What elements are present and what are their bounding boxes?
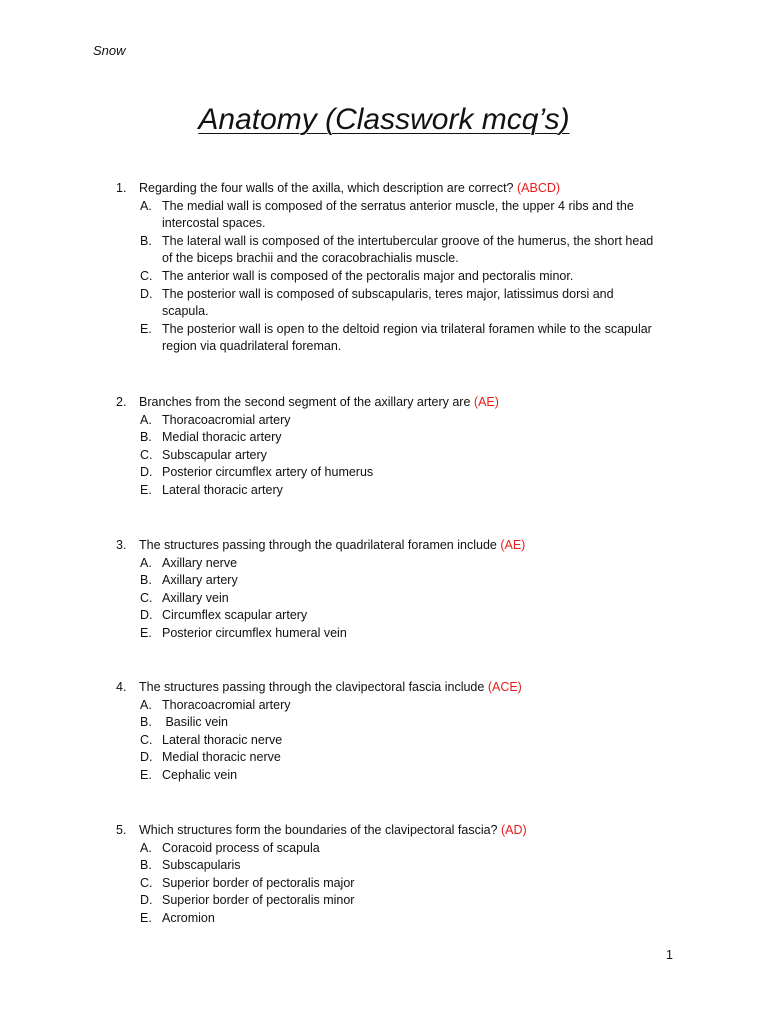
option-c — [116, 732, 661, 750]
question-number: 1. — [116, 181, 127, 195]
option-letter: C. — [140, 590, 153, 605]
page-number: 1 — [666, 948, 673, 962]
option-letter: D. — [140, 893, 153, 908]
option-text: Superior border of pectoralis major — [162, 875, 355, 890]
option-text: Acromion — [162, 910, 215, 925]
question-text: Regarding the four walls of the axilla, which description are correct? — [139, 181, 514, 195]
option-text: Medial thoracic artery — [162, 430, 282, 445]
option-text: The posterior wall is open to the deltoid region via trilateral foramen while to the scapular region via quadrilateral foreman. — [162, 321, 652, 354]
option-letter: D. — [140, 465, 153, 480]
option-text: Axillary vein — [162, 590, 229, 605]
question-4 — [116, 679, 661, 785]
option-text: Basilic vein — [162, 715, 228, 730]
option-text: Cephalic vein — [162, 767, 238, 782]
question-1 — [116, 180, 661, 356]
question-number: 5. — [116, 823, 127, 837]
option-text: Axillary nerve — [162, 555, 238, 570]
option-list — [116, 697, 661, 785]
option-c — [116, 590, 661, 608]
option-text: Axillary artery — [162, 573, 238, 588]
question-number: 2. — [116, 395, 127, 409]
option-d — [116, 892, 661, 910]
option-letter: A. — [140, 198, 152, 213]
question-stem — [116, 537, 661, 555]
option-text: Thoracoacromial artery — [162, 697, 291, 712]
option-list — [116, 840, 661, 928]
question-3 — [116, 537, 661, 643]
option-d — [116, 286, 661, 321]
question-text: The structures passing through the quadrilateral foramen include — [139, 538, 497, 552]
question-stem — [116, 679, 661, 697]
option-letter: D. — [140, 750, 153, 765]
option-list — [116, 198, 661, 356]
option-text: Subscapularis — [162, 858, 241, 873]
option-text: Circumflex scapular artery — [162, 608, 308, 623]
option-a — [116, 555, 661, 573]
option-letter: C. — [140, 732, 153, 747]
option-text: Lateral thoracic artery — [162, 482, 283, 497]
option-c — [116, 875, 661, 893]
question-5 — [116, 822, 661, 928]
option-e — [116, 910, 661, 928]
header-author: Snow — [93, 43, 126, 58]
option-e — [116, 625, 661, 643]
option-letter: B. — [140, 715, 152, 730]
option-a — [116, 412, 661, 430]
question-stem — [116, 180, 661, 198]
option-text: The posterior wall is composed of subscapularis, teres major, latissimus dorsi and scapula. — [162, 286, 614, 319]
option-b — [116, 857, 661, 875]
option-letter: B. — [140, 430, 152, 445]
option-letter: A. — [140, 412, 152, 427]
answer-key: (ABCD) — [516, 181, 561, 195]
question-text: Which structures form the boundaries of the clavipectoral fascia? — [139, 823, 498, 837]
option-text: Medial thoracic nerve — [162, 750, 281, 765]
option-text: Posterior circumflex humeral vein — [162, 625, 347, 640]
option-letter: D. — [140, 608, 153, 623]
answer-key: (ACE) — [487, 680, 522, 694]
question-stem — [116, 822, 661, 840]
option-c — [116, 268, 661, 286]
option-letter: E. — [140, 482, 152, 497]
option-letter: C. — [140, 447, 153, 462]
option-text: The anterior wall is composed of the pectoralis major and pectoralis minor. — [162, 268, 574, 283]
option-b — [116, 429, 661, 447]
option-letter: C. — [140, 875, 153, 890]
option-a — [116, 697, 661, 715]
option-e — [116, 767, 661, 785]
option-letter: B. — [140, 858, 152, 873]
question-number: 4. — [116, 680, 127, 694]
option-text: Coracoid process of scapula — [162, 840, 320, 855]
option-letter: A. — [140, 555, 152, 570]
option-text: Lateral thoracic nerve — [162, 732, 283, 747]
option-text: The lateral wall is composed of the intertubercular groove of the humerus, the short head of the biceps brachii and the coracobrachialis muscle. — [162, 233, 654, 266]
question-text: The structures passing through the clavipectoral fascia include — [139, 680, 485, 694]
option-letter: B. — [140, 573, 152, 588]
answer-key: (AE) — [500, 538, 526, 552]
option-b — [116, 233, 661, 268]
option-d — [116, 749, 661, 767]
option-e — [116, 321, 661, 356]
option-a — [116, 198, 661, 233]
option-e — [116, 482, 661, 500]
question-text: Branches from the second segment of the axillary artery are — [139, 395, 471, 409]
option-d — [116, 464, 661, 482]
option-b — [116, 572, 661, 590]
option-letter: C. — [140, 268, 153, 283]
question-stem — [116, 394, 661, 412]
option-list — [116, 555, 661, 643]
option-b — [116, 714, 661, 732]
question-number: 3. — [116, 538, 127, 552]
option-list — [116, 412, 661, 500]
option-letter: E. — [140, 767, 152, 782]
option-d — [116, 607, 661, 625]
document-title: Anatomy (Classwork mcq’s) — [198, 103, 570, 136]
question-2 — [116, 394, 661, 500]
option-text: Subscapular artery — [162, 447, 267, 462]
answer-key: (AD) — [501, 823, 527, 837]
option-c — [116, 447, 661, 465]
option-letter: A. — [140, 697, 152, 712]
option-letter: E. — [140, 910, 152, 925]
option-letter: A. — [140, 840, 152, 855]
option-letter: E. — [140, 625, 152, 640]
option-a — [116, 840, 661, 858]
option-letter: D. — [140, 286, 153, 301]
option-letter: B. — [140, 233, 152, 248]
answer-key: (AE) — [473, 395, 499, 409]
option-text: Thoracoacromial artery — [162, 412, 291, 427]
option-text: Superior border of pectoralis minor — [162, 893, 355, 908]
option-text: The medial wall is composed of the serratus anterior muscle, the upper 4 ribs and the intercostal spaces. — [162, 198, 634, 231]
option-text: Posterior circumflex artery of humerus — [162, 465, 374, 480]
option-letter: E. — [140, 321, 152, 336]
